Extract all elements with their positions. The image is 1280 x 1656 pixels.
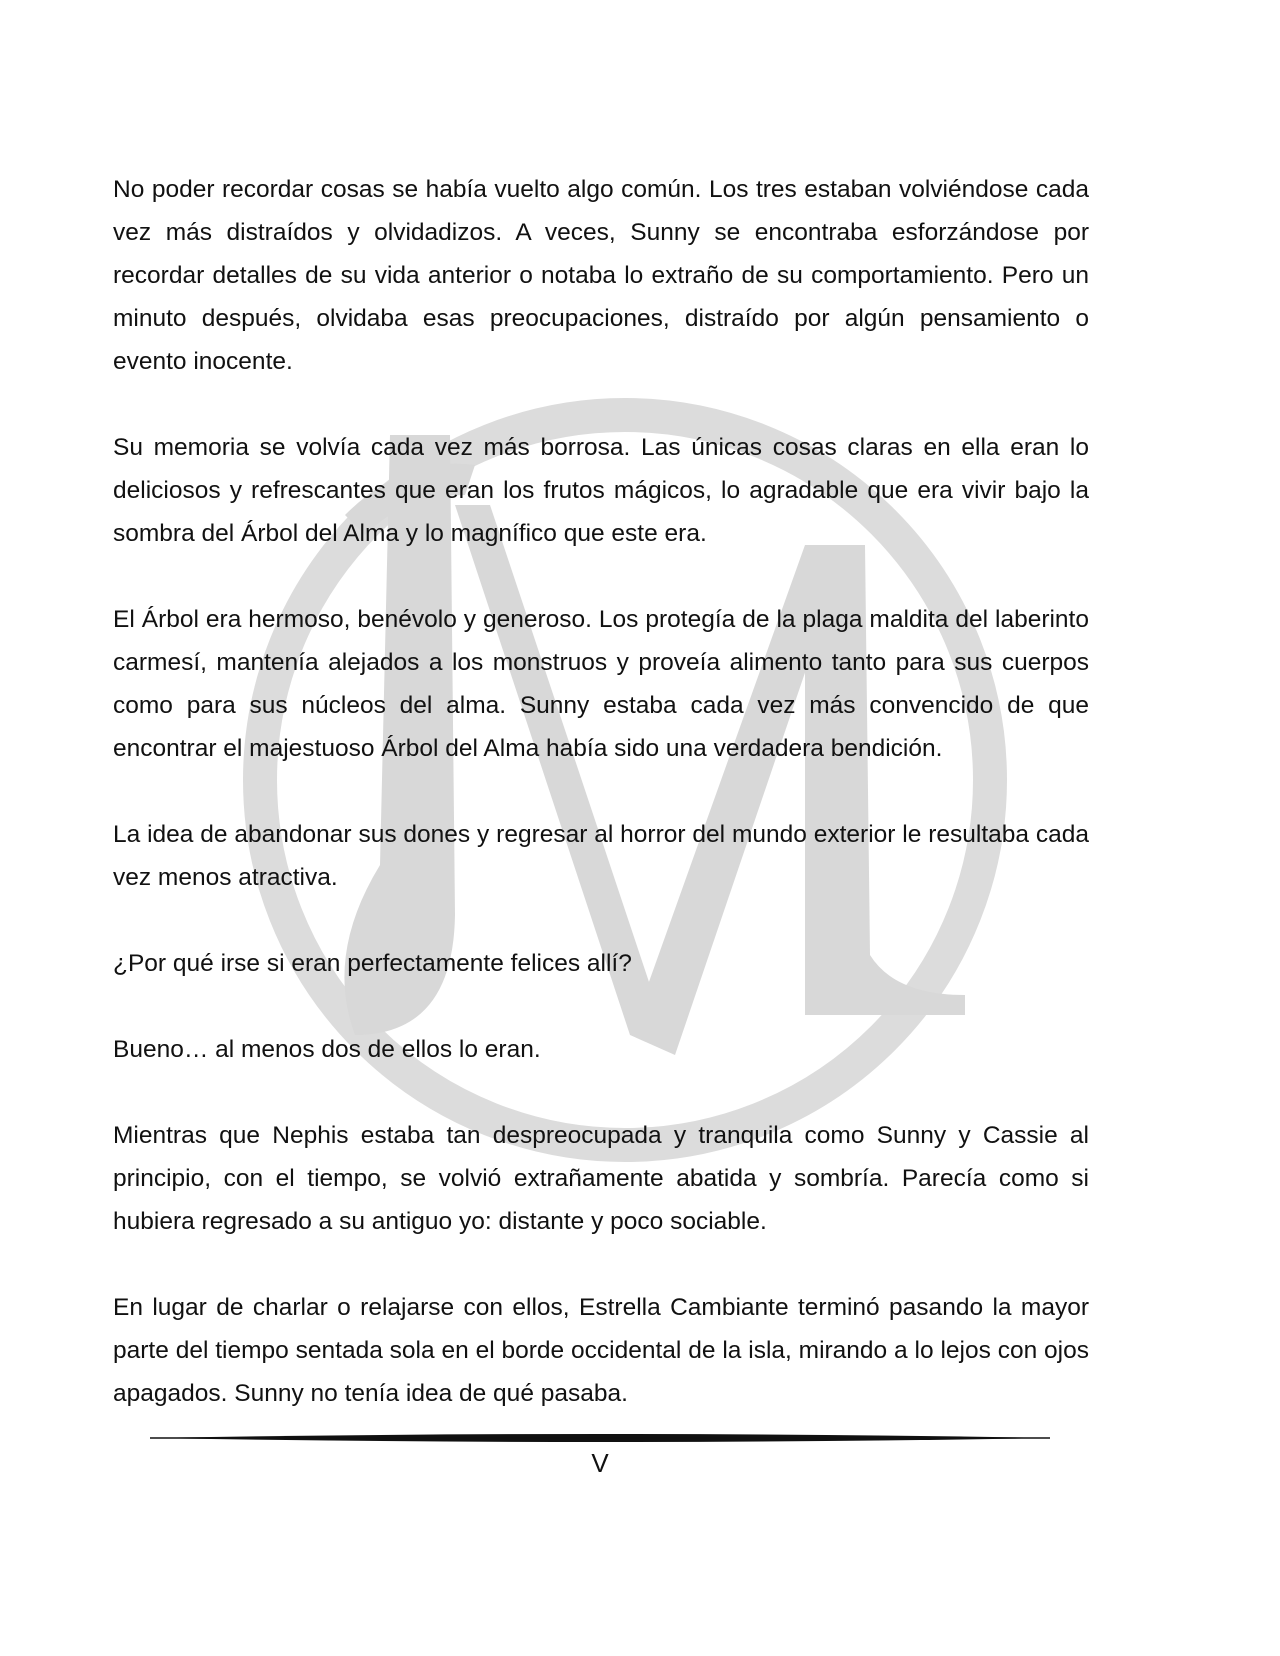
footer-divider: [150, 1431, 1050, 1445]
paragraph: En lugar de charlar o relajarse con ellos, Estrella Cambiante terminó pasando la mayor parte del tiempo sentada sola en el borde occidental de la isla, mirando a lo lejos con ojos apagados. Sunny no tenía idea de qué pasaba.: [113, 1294, 1089, 1407]
page-body: [113, 168, 1089, 1415]
paragraph: ¿Por qué irse si eran perfectamente felices allí?: [113, 950, 632, 977]
paragraph: Bueno… al menos dos de ellos lo eran.: [113, 1036, 541, 1063]
paragraph: Su memoria se volvía cada vez más borrosa. Las únicas cosas claras en ella eran lo deliciosos y refrescantes que eran los frutos mágicos, lo agradable que era vivir bajo la sombra del Árbol del Alma y lo magnífico que este era.: [113, 434, 1089, 547]
paragraph: No poder recordar cosas se había vuelto algo común. Los tres estaban volviéndose cada vez más distraídos y olvidadizos. A veces, Sunny se encontraba esforzándose por recordar detalles de su vida anterior o notaba lo extraño de su comportamiento. Pero un minuto después, olvidaba esas preocupaciones, distraído por algún pensamiento o evento inocente.: [113, 176, 1089, 375]
page-number: V: [591, 1448, 609, 1478]
paragraph: El Árbol era hermoso, benévolo y generoso. Los protegía de la plaga maldita del laberinto carmesí, mantenía alejados a los monstruos y proveía alimento tanto para sus cuerpos como para sus núcleos del alma. Sunny estaba cada vez más convencido de que encontrar el majestuoso Árbol del Alma había sido una verdadera bendición.: [113, 606, 1089, 762]
paragraph: Mientras que Nephis estaba tan despreocupada y tranquila como Sunny y Cassie al principio, con el tiempo, se volvió extrañamente abatida y sombría. Parecía como si hubiera regresado a su antiguo yo: distante y poco sociable.: [113, 1122, 1089, 1235]
paragraph: La idea de abandonar sus dones y regresar al horror del mundo exterior le resultaba cada vez menos atractiva.: [113, 821, 1089, 891]
